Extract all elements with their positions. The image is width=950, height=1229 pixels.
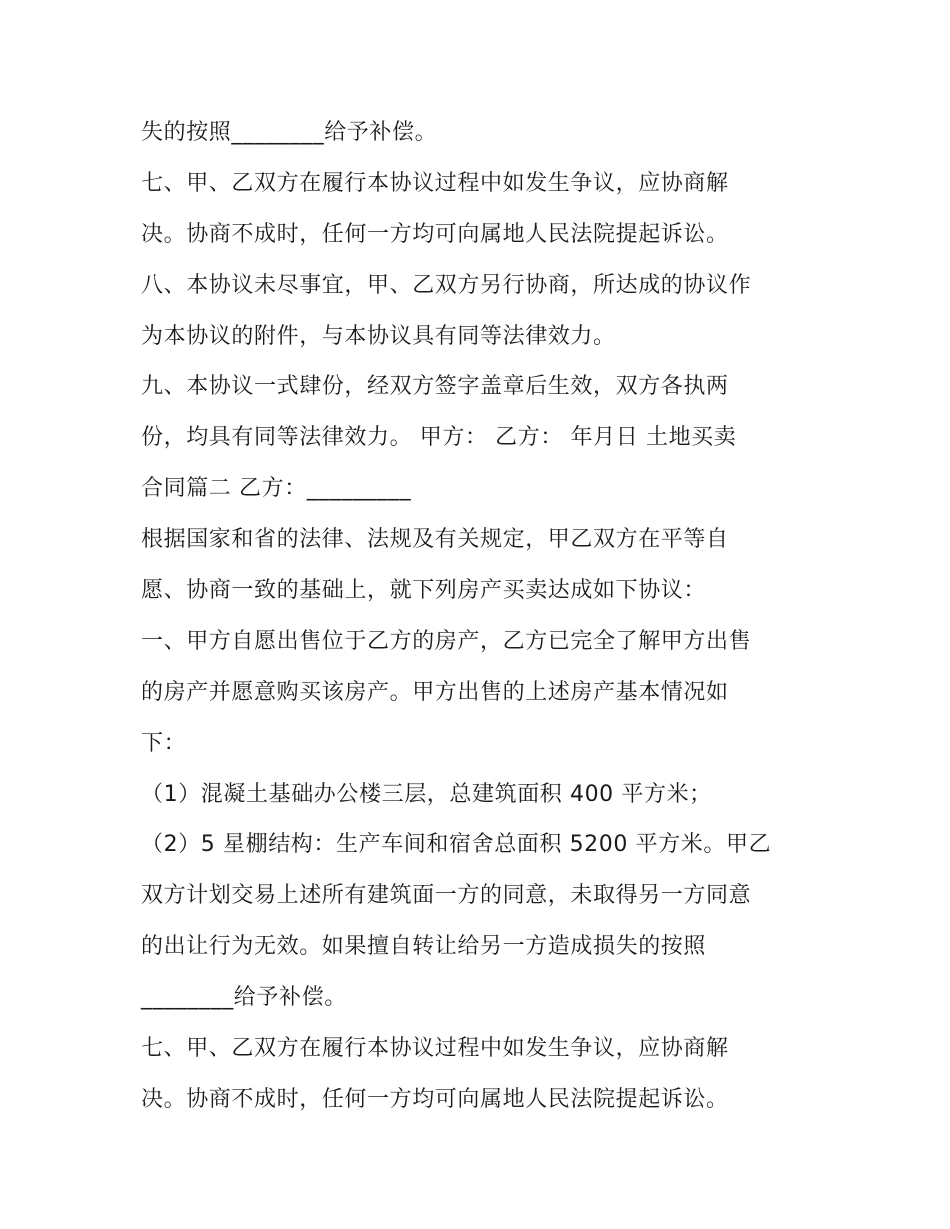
text-line-2: 七、甲、乙双方在履行本协议过程中如发生争议，应协商解	[141, 170, 729, 196]
text-line-1: 失的按照________给予补偿。	[141, 120, 438, 145]
text-line-15: （2）5 星棚结构：生产车间和宿舍总面积 5200 平方米。甲乙	[141, 832, 772, 858]
document-body	[141, 108, 821, 1126]
text-line-11: 一、甲方自愿出售位于乙方的房产，乙方已完全了解甲方出售	[141, 628, 752, 654]
text-line-9: 根据国家和省的法律、法规及有关规定，甲乙双方在平等自	[141, 527, 729, 553]
text-line-6: 九、本协议一式肆份，经双方签字盖章后生效，双方各执两	[141, 374, 729, 400]
text-line-14: （1）混凝土基础办公楼三层，总建筑面积 400 平方米；	[141, 781, 712, 807]
text-line-17: 的出让行为无效。如果擅自转让给另一方造成损失的按照	[141, 934, 707, 960]
text-line-13: 下：	[141, 730, 187, 756]
text-line-12: 的房产并愿意购买该房产。甲方出售的上述房产基本情况如	[141, 679, 729, 705]
text-line-20: 决。协商不成时，任何一方均可向属地人民法院提起诉讼。	[141, 1086, 729, 1112]
text-line-5: 为本协议的附件，与本协议具有同等法律效力。	[141, 323, 616, 349]
text-line-3: 决。协商不成时，任何一方均可向属地人民法院提起诉讼。	[141, 221, 729, 247]
text-line-19: 七、甲、乙双方在履行本协议过程中如发生争议，应协商解	[141, 1036, 729, 1062]
text-line-8: 合同篇二 乙方：_________	[141, 476, 412, 502]
text-line-4: 八、本协议未尽事宜，甲、乙双方另行协商，所达成的协议作	[141, 272, 752, 298]
text-line-10: 愿、协商一致的基础上，就下列房产买卖达成如下协议：	[141, 578, 707, 604]
text-line-18: ________给予补偿。	[141, 985, 347, 1011]
text-line-7: 份，均具有同等法律效力。 甲方： 乙方： 年月日 土地买卖	[141, 425, 737, 451]
text-line-16: 双方计划交易上述所有建筑面一方的同意，未取得另一方同意	[141, 883, 752, 909]
